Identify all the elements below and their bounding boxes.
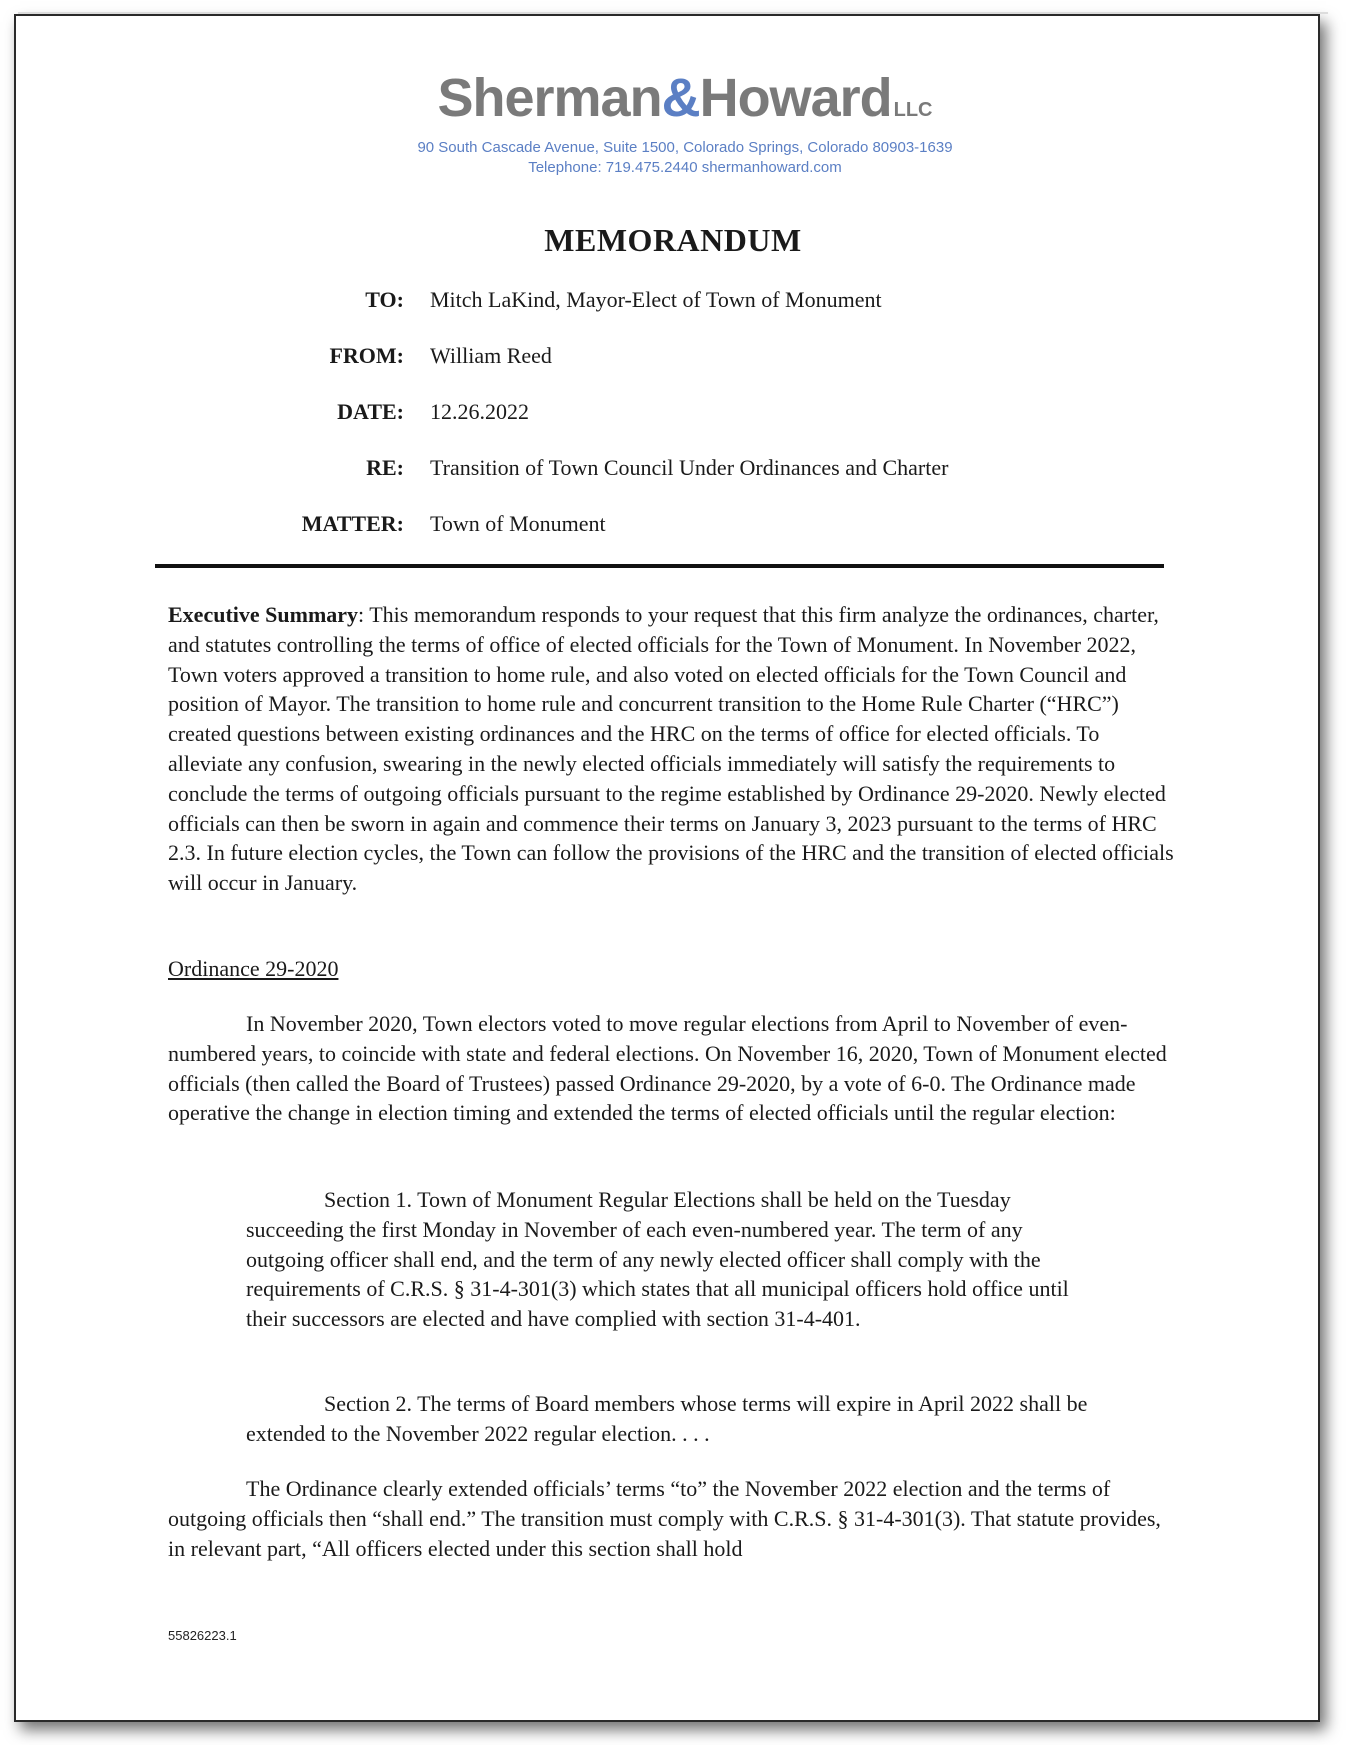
section-heading-wrap [168, 954, 1176, 984]
header-row-to [0, 287, 1346, 317]
top-rule [18, 12, 1328, 14]
header-value: Transition of Town Council Under Ordinances and Charter [430, 455, 949, 480]
firm-logo [12, 70, 1346, 138]
header-row-date [0, 399, 1346, 429]
firm-ampersand: & [661, 68, 700, 128]
firm-name-2: Howard [699, 68, 892, 128]
document-code: 55826223.1 [168, 1628, 237, 1643]
firm-name: Sherman [437, 68, 662, 128]
firm-suffix: LLC [893, 99, 933, 121]
header-value: William Reed [430, 343, 552, 368]
paragraph-2-text: The Ordinance clearly extended officials’ terms “to” the November 2022 election and the terms of outgoing officials then “shall end.” The transition must comply with C.R.S. § 31-4-301(3). That statute provides, in relevant part, “All officers elected under this section shall hold [168, 1476, 1161, 1561]
header-row-matter [0, 511, 1346, 541]
header-label: DATE: [337, 399, 404, 424]
block-quote-section-1 [246, 1185, 1106, 1334]
firm-contact: Telephone: 719.475.2440 shermanhoward.com [528, 159, 842, 176]
header-divider [155, 564, 1164, 568]
header-value: Mitch LaKind, Mayor-Elect of Town of Monument [430, 287, 882, 312]
firm-address: 90 South Cascade Avenue, Suite 1500, Colorado Springs, Colorado 80903-1639 [417, 139, 953, 156]
header-label: MATTER: [301, 511, 404, 536]
block-quote-section-2 [246, 1389, 1106, 1449]
paragraph-2 [168, 1474, 1176, 1563]
letterhead [0, 70, 1346, 178]
header-label: FROM: [329, 343, 404, 368]
exec-summary-text: : This memorandum responds to your request that this firm analyze the ordinances, charter, and statutes controlling the terms of office of elected officials for the Town of Monument. In November 2022, Town voters approved a transition to home rule, and also voted on elected officials for the Town Council and position of Mayor. The transition to home rule and concurrent transition to the Home Rule Charter (“HRC”) created questions between existing ordinances and the HRC on the terms of office for elected officials. To alleviate any confusion, swearing in the newly elected officials immediately will satisfy the requirements to conclude the terms of outgoing officials pursuant to the regime established by Ordinance 29-2020. Newly elected officials can then be sworn in again and commence their terms on January 3, 2023 pursuant to the terms of HRC 2.3. In future election cycles, the Town can follow the provisions of the HRC and the transition of elected officials will occur in January. [168, 602, 1174, 896]
paragraph-1 [168, 1009, 1176, 1128]
memo-title: MEMORANDUM [544, 222, 802, 258]
section-heading: Ordinance 29-2020 [168, 956, 339, 981]
header-label: RE: [366, 455, 404, 480]
header-value: Town of Monument [430, 511, 606, 536]
executive-summary [168, 600, 1176, 898]
block-quote-2-text: Section 2. The terms of Board members whose terms will expire in April 2022 shall be extended to the November 2022 regular election. . . . [246, 1391, 1088, 1446]
header-value: 12.26.2022 [430, 399, 529, 424]
header-row-re [0, 455, 1346, 485]
header-row-from [0, 343, 1346, 373]
exec-summary-label: Executive Summary [168, 602, 359, 627]
block-quote-1-text: Section 1. Town of Monument Regular Elections shall be held on the Tuesday succeeding the first Monday in November of each even-numbered year. The term of any outgoing officer shall end, and the term of any newly elected officer shall comply with the requirements of C.R.S. § 31-4-301(3) which states that all municipal officers hold office until their successors are elected and have complied with section 31-4-401. [246, 1187, 1069, 1332]
header-label: TO: [365, 287, 404, 312]
paragraph-1-text: In November 2020, Town electors voted to move regular elections from April to November of even-numbered years, to coincide with state and federal elections. On November 16, 2020, Town of Monument elected officials (then called the Board of Trustees) passed Ordinance 29-2020, by a vote of 6-0. The Ordinance made operative the change in election timing and extended the terms of elected officials until the regular election: [168, 1011, 1167, 1126]
